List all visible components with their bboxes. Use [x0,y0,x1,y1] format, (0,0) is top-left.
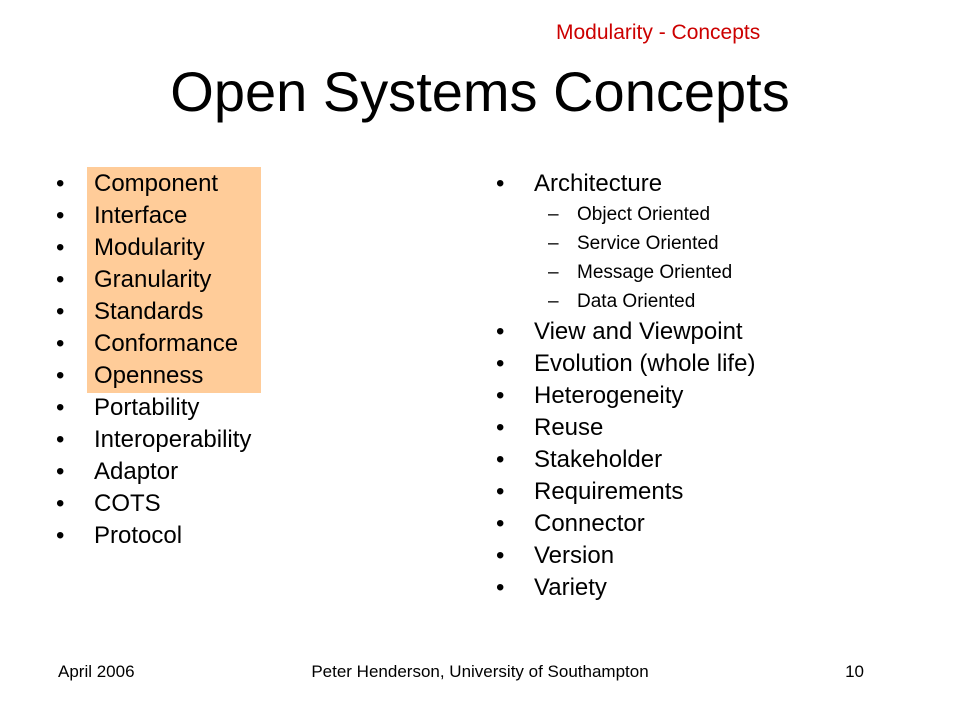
list-item [56,328,251,360]
bullet-icon: • [56,202,65,229]
dash-icon: – [548,262,559,283]
list-item-label: Modularity [94,234,205,261]
sub-list-item [496,200,755,229]
list-item-label: Conformance [94,330,239,357]
list-item [56,200,251,232]
list-item-label: Version [534,542,615,569]
list-item-label: Openness [94,362,204,389]
list-item [56,296,251,328]
list-item-label: Protocol [94,522,183,549]
bullet-icon: • [496,478,505,505]
list-item [496,348,755,380]
dash-icon: – [548,291,559,312]
list-item [56,488,251,520]
list-item-label: Reuse [534,414,604,441]
list-item-label: Architecture [534,170,663,197]
sub-list-item [496,287,755,316]
bullet-icon: • [496,574,505,601]
list-item [56,456,251,488]
sub-list-item [496,258,755,287]
right-bullet-list [496,168,755,604]
list-item-label: Interface [94,202,188,229]
list-item [56,424,251,456]
list-item [496,444,755,476]
list-item-label: Portability [94,394,200,421]
bullet-icon: • [56,170,65,197]
list-item [56,264,251,296]
list-item [496,572,755,604]
list-item-label: Component [94,170,219,197]
list-item [496,540,755,572]
left-bullet-list [56,168,251,552]
bullet-icon: • [496,446,505,473]
bullet-icon: • [56,426,65,453]
sub-list-item-label: Object Oriented [577,204,711,225]
footer-author: Peter Henderson, University of Southampton [311,662,649,681]
slide-title: Open Systems Concepts [170,60,790,123]
list-item [56,168,251,200]
bullet-icon: • [496,382,505,409]
list-item-label: Standards [94,298,204,325]
list-item [56,392,251,424]
bullet-icon: • [496,414,505,441]
list-item [56,520,251,552]
list-item [496,168,755,200]
sub-list-item [496,229,755,258]
list-item [496,476,755,508]
list-item-label: Variety [534,574,607,601]
list-item-label: Requirements [534,478,684,505]
bullet-icon: • [56,330,65,357]
bullet-icon: • [496,318,505,345]
list-item-label: Heterogeneity [534,382,684,409]
bullet-icon: • [496,350,505,377]
list-item [56,232,251,264]
bullet-icon: • [56,490,65,517]
bullet-icon: • [56,522,65,549]
list-item-label: Stakeholder [534,446,663,473]
bullet-icon: • [56,234,65,261]
bullet-icon: • [56,458,65,485]
sub-list-item-label: Message Oriented [577,262,733,283]
list-item-label: Connector [534,510,645,537]
dash-icon: – [548,233,559,254]
sub-list-item-label: Service Oriented [577,233,719,254]
list-item [496,412,755,444]
section-tag: Modularity - Concepts [556,21,761,44]
list-item [56,360,251,392]
sub-list-item-label: Data Oriented [577,291,696,312]
bullet-icon: • [56,266,65,293]
bullet-icon: • [56,298,65,325]
list-item-label: View and Viewpoint [534,318,743,345]
bullet-icon: • [496,510,505,537]
list-item-label: Evolution (whole life) [534,350,756,377]
list-item-label: Interoperability [94,426,252,453]
bullet-icon: • [496,542,505,569]
list-item-label: Granularity [94,266,212,293]
bullet-icon: • [56,362,65,389]
footer-date: April 2006 [58,662,135,681]
list-item-label: Adaptor [94,458,179,485]
bullet-icon: • [56,394,65,421]
dash-icon: – [548,204,559,225]
list-item-label: COTS [94,490,161,517]
page-number: 10 [845,662,864,681]
list-item [496,508,755,540]
list-item [496,316,755,348]
bullet-icon: • [496,170,505,197]
list-item [496,380,755,412]
